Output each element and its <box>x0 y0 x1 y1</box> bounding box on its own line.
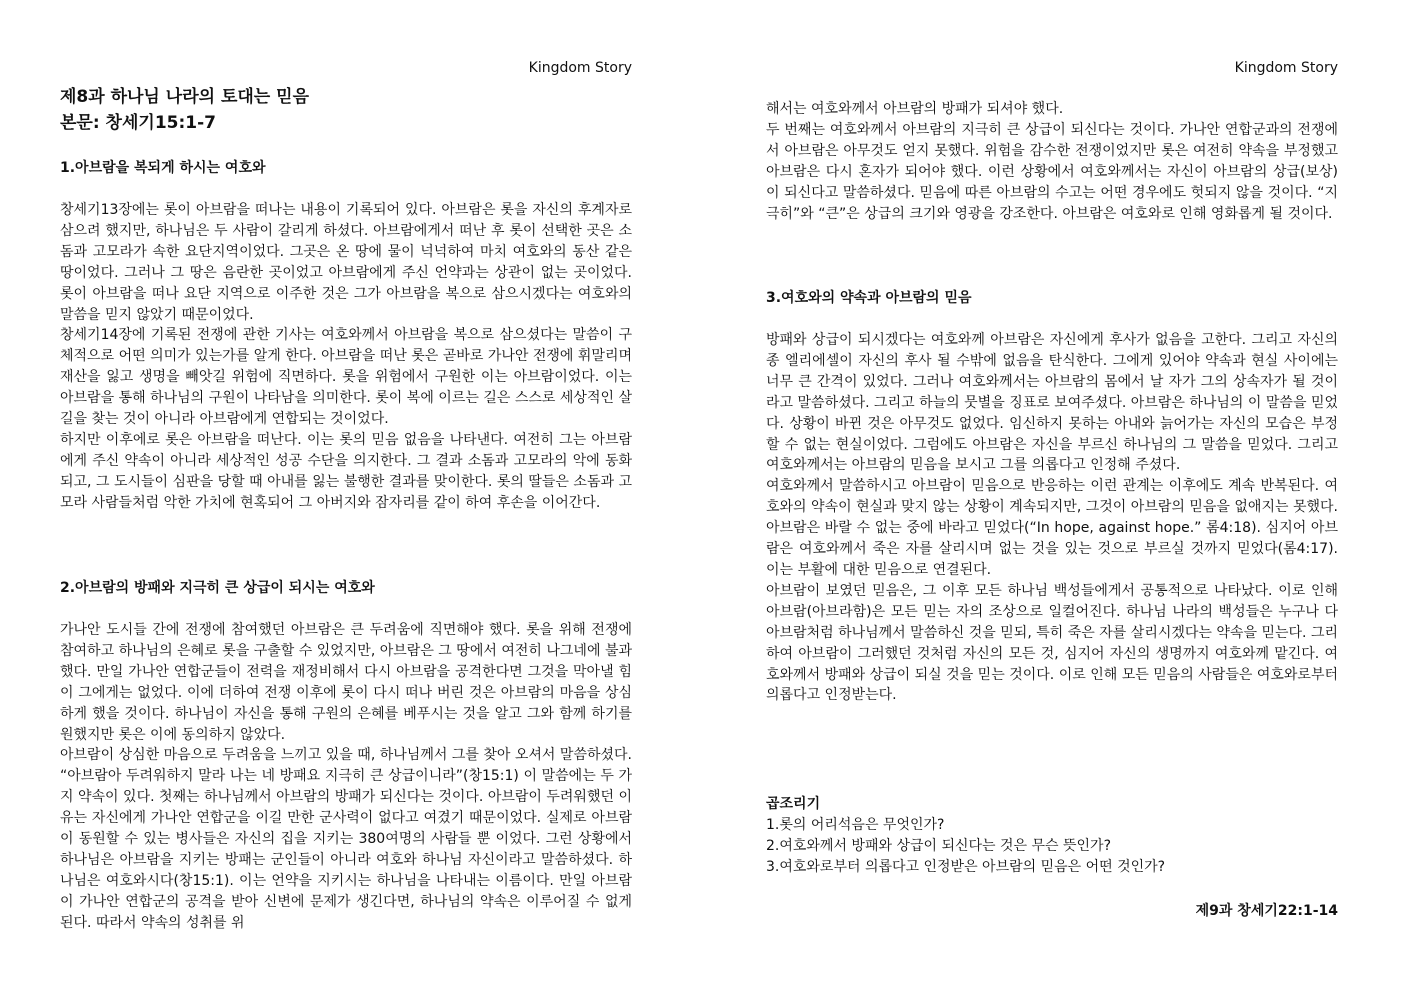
review-questions <box>766 794 1338 878</box>
scripture-reference: 본문: 창세기15:1-7 <box>60 113 216 133</box>
paragraph: 방패와 상급이 되시겠다는 여호와께 아브람은 자신에게 후사가 없음을 고한다. 그리고 자신의 종 엘리에셀이 자신의 후사 될 수밖에 없음을 탄식한다. 그에게 있어야 약속과 현실 사이에는 너무 큰 간격이 있었다. 그러나 여호와께서는 아브람의 몸에서 날 자가 그의 상속자가 될 것이라고 말씀하셨다. 그리고 하늘의 뭇별을 징표로 보여주셨다. 아브람은 하나님의 이 말씀을 믿었다. 상황이 바뀐 것은 아무것도 없었다. 임신하지 못하는 아내와 늙어가는 자신의 모습은 부정할 수 없는 현실이었다. 그럼에도 아브람은 자신을 부르신 하나님의 그 말씀을 믿었다. 그리고 여호와께서는 아브람의 믿음을 보시고 그를 의롭다고 인정해 주셨다. <box>766 332 1338 474</box>
paragraph: 가나안 도시들 간에 전쟁에 참여했던 아브람은 큰 두려움에 직면해야 했다. 롯을 위해 전쟁에 참여하고 하나님의 은혜로 롯을 구출할 수 있었지만, 아브람은 그 땅에서 여전히 나그네에 불과했다. 만일 가나안 연합군들이 전력을 재정비해서 다시 아브람을 공격한다면 그것을 막아낼 힘이 그에게는 없었다. 이에 더하여 전쟁 이후에 롯이 다시 떠나 버린 것은 아브람의 마음을 상심하게 했을 것이다. 하나님이 자신을 통해 구원의 은혜를 베푸시는 것을 알고 그와 함께 하기를 원했지만 롯은 이에 동의하지 않았다. <box>60 622 632 743</box>
paragraph: 창세기13장에는 롯이 아브람을 떠나는 내용이 기록되어 있다. 아브람은 롯을 자신의 후계자로 삼으려 했지만, 하나님은 두 사람이 갈리게 하셨다. 아브람에게서 떠난 후 롯이 선택한 곳은 소돔과 고모라가 속한 요단지역이었다. 그곳은 온 땅에 물이 넉넉하여 마치 여호와의 동산 같은 땅이었다. 그러나 그 땅은 음란한 곳이었고 아브람에게 주신 언약과는 상관이 없는 곳이었다. 롯이 아브람을 떠나 요단 지역으로 이주한 것은 그가 아브람을 복으로 삼으시겠다는 여호와의 말씀을 믿지 않았기 때문이었다. <box>60 202 632 323</box>
paragraph: 하지만 이후에로 롯은 아브람을 떠난다. 이는 롯의 믿음 없음을 나타낸다. 여전히 그는 아브람에게 주신 약속이 아니라 세상적인 성공 수단을 의지한다. 그 결과 소돔과 고모라의 악에 동화되고, 그 도시들이 심판을 당할 때 아내를 잃는 불행한 결과를 맞이한다. 롯의 딸들은 소돔과 고모라 사람들처럼 악한 가치에 현혹되어 그 아버지와 잠자리를 같이 하여 후손을 이어간다. <box>60 431 632 511</box>
section-2-body <box>60 620 632 934</box>
continued-body <box>766 99 1338 224</box>
section-heading-2: 2.아브람의 방패와 지극히 큰 상급이 되시는 여호와 <box>60 580 375 596</box>
paragraph: 여호와께서 말씀하시고 아브람이 믿음으로 반응하는 이런 관계는 이후에도 계속 반복된다. 여호와의 약속이 현실과 맞지 않는 상황이 계속되지만, 그것이 아브람의 믿음을 없애지는 못했다. 아브람은 바랄 수 없는 중에 바라고 믿었다(“In hope, against hope.” 롬4:18). 심지어 아브람은 여호와께서 죽은 자를 살리시며 없는 것을 있는 것으로 부르실 것까지 믿었다(롬4:17). 이는 부활에 대한 믿음으로 연결된다. <box>766 478 1338 578</box>
section-1-body <box>60 200 632 514</box>
question-item: 1.롯의 어리석음은 무엇인가? <box>766 817 945 833</box>
section-heading-1: 1.아브람을 복되게 하시는 여호와 <box>60 160 266 176</box>
section-3-body <box>766 330 1338 706</box>
next-lesson-label: 제9과 창세기22:1-14 <box>1195 903 1338 919</box>
section-heading-3: 3.여호와의 약속과 아브람의 믿음 <box>766 290 972 306</box>
page-header: Kingdom Story <box>1234 60 1338 76</box>
lesson-title: 제8과 하나님 나라의 토대는 믿음 <box>60 87 309 107</box>
question-item: 2.여호와께서 방패와 상급이 되신다는 것은 무슨 뜻인가? <box>766 838 1112 854</box>
paragraph: 창세기14장에 기록된 전쟁에 관한 기사는 여호와께서 아브람을 복으로 삼으셨다는 말씀이 구체적으로 어떤 의미가 있는가를 알게 한다. 아브람을 떠난 롯은 곧바로 가나안 전쟁에 휘말리며 재산을 잃고 생명을 빼앗길 위험에 직면하다. 롯을 위험에서 구원한 이는 아브람이었다. 이는 아브람을 통해 하나님의 구원이 나타남을 의미한다. 롯이 복에 이르는 길은 스스로 세상적인 살 길을 찾는 것이 아니라 아브람에게 연합되는 것이었다. <box>60 327 632 428</box>
paragraph: 해서는 여호와께서 아브람의 방패가 되셔야 했다. <box>766 101 1064 117</box>
page-header: Kingdom Story <box>528 60 632 76</box>
paragraph: 아브람이 상심한 마음으로 두려움을 느끼고 있을 때, 하나님께서 그를 찾아 오셔서 말씀하셨다. “아브람아 두려워하지 말라 나는 네 방패요 지극히 큰 상급이니라”(창15:1) 이 말씀에는 두 가지 약속이 있다. 첫째는 하나님께서 아브람의 방패가 되신다는 것이다. 아브람이 두려워했던 이유는 자신에게 가나안 연합군을 이길 만한 군사력이 없다고 여겼기 때문이었다. 실제로 아브람이 동원할 수 있는 병사들은 자신의 집을 지키는 380여명의 사람들 뿐 이었다. 그런 상황에서 하나님은 아브람을 지키는 방패는 군인들이 아니라 여호와 하나님 자신이라고 말씀하셨다. 하나님은 여호와시다(창15:1). 이는 언약을 지키시는 하나님을 나타내는 이름이다. 만일 아브람이 가나안 연합군의 공격을 받아 신변에 문제가 생긴다면, 하나님의 약속은 이루어질 수 없게 된다. 따라서 약속의 성취를 위 <box>60 747 632 931</box>
paragraph: 두 번째는 여호와께서 아브람의 지극히 큰 상급이 되신다는 것이다. 가나안 연합군과의 전쟁에서 아브람은 아무것도 얻지 못했다. 위험을 감수한 전쟁이었지만 롯은 여전히 약속을 부정했고 아브람은 다시 혼자가 되어야 했다. 이런 상황에서 여호와께서는 자신이 아브람의 상급(보상)이 되신다고 말씀하셨다. 믿음에 따른 아브람의 수고는 어떤 경우에도 헛되지 않을 것이다. “지극히”와 “큰”은 상급의 크기와 영광을 강조한다. 아브람은 여호와로 인해 영화롭게 될 것이다. <box>766 121 1338 222</box>
lesson-title-block <box>60 84 632 136</box>
paragraph: 아브람이 보였던 믿음은, 그 이후 모든 하나님 백성들에게서 공통적으로 나타났다. 이로 인해 아브람(아브라함)은 모든 믿는 자의 조상으로 일컬어진다. 하나님 나라의 백성들은 누구나 다 아브람처럼 하나님께서 말씀하신 것을 믿되, 특히 죽은 자를 살리시겠다는 약속을 믿는다. 그리하여 아브람이 그러했던 것처럼 자신의 모든 것, 심지어 자신의 생명까지 여호와께 맡긴다. 여호와께서 방패와 상급이 되실 것을 믿는 것이다. 이로 인해 모든 믿음의 사람들은 여호와로부터 의롭다고 인정받는다. <box>766 582 1338 704</box>
question-item: 3.여호와로부터 의롭다고 인정받은 아브람의 믿음은 어떤 것인가? <box>766 859 1166 875</box>
review-title: 곱조리기 <box>766 796 821 812</box>
